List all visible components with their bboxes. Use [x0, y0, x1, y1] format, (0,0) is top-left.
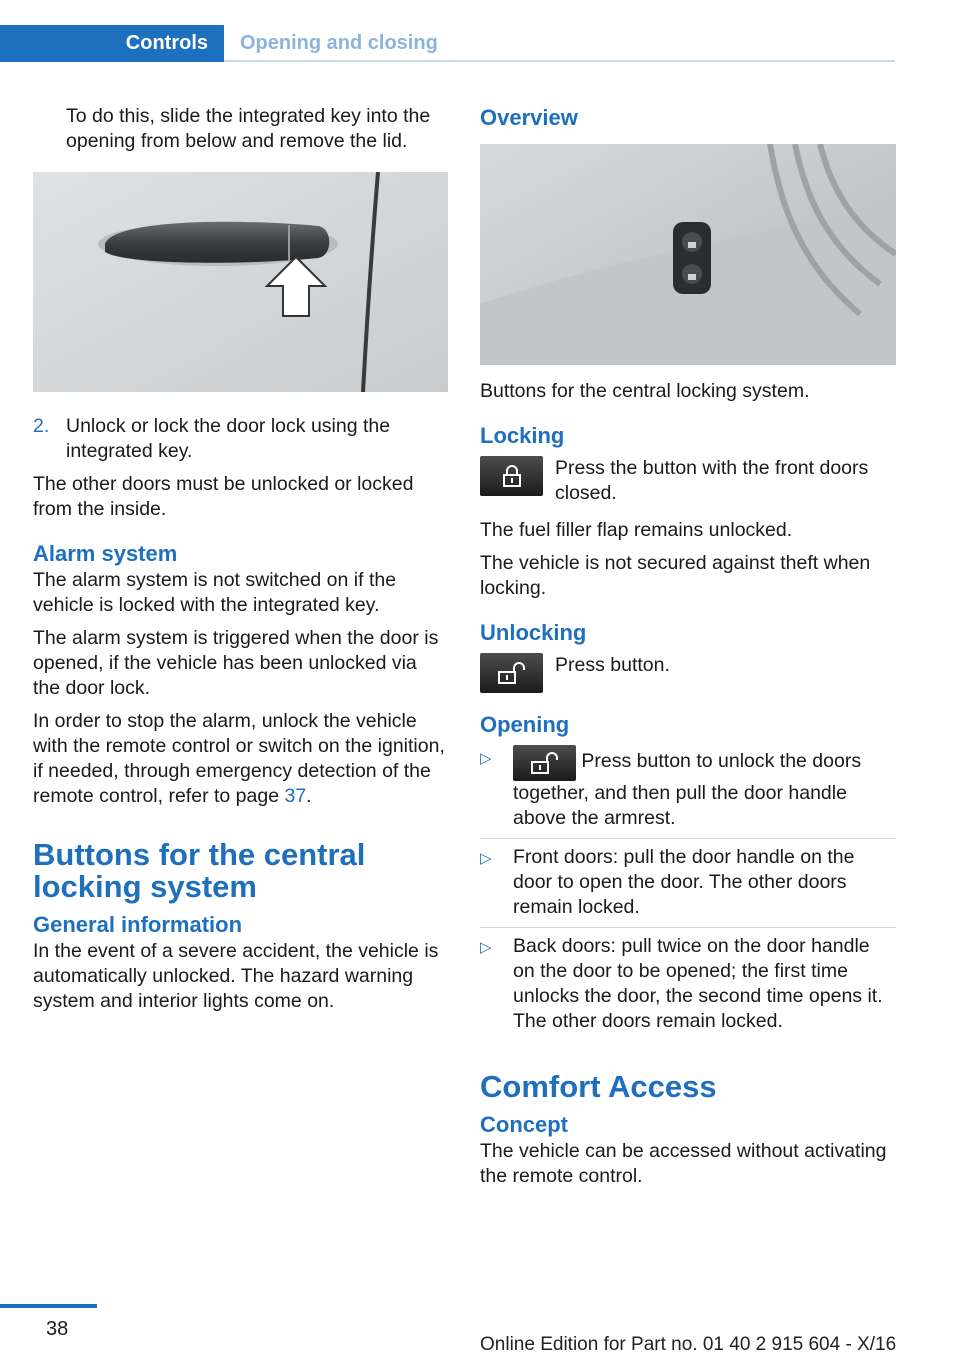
unlock-button-icon	[480, 653, 543, 693]
alarm-paragraph-2: The alarm system is triggered when the door is opened, if the vehicle has been unlocked via the door lock.	[33, 627, 439, 699]
left-column	[33, 104, 448, 1022]
unlocking-text: Press button.	[555, 654, 670, 676]
intro-text: To do this, slide the integrated key into the opening from below and remove the lid.	[66, 105, 431, 152]
triangle-bullet-icon: ▷	[480, 850, 492, 867]
unlocking-row	[480, 653, 896, 693]
alarm-paragraph-3: In order to stop the alarm, unlock the vehicle with the remote control or switch on the ignition, if needed, through emergency detection of the remote control, refer to page 37.	[33, 710, 445, 807]
locking-heading: Locking	[480, 423, 565, 448]
header-divider	[224, 60, 895, 62]
page-header	[0, 0, 895, 62]
comfort-access-heading: Comfort Access	[480, 1069, 717, 1104]
list-item: ▷ Press button to unlock the doors together, and then pull the door handle above the armrest.	[480, 739, 896, 838]
central-locking-photo	[480, 144, 896, 365]
lock-button-icon	[480, 456, 543, 496]
locking-row	[480, 456, 896, 506]
door-handle-photo	[33, 172, 448, 392]
step-2	[33, 414, 448, 464]
overview-caption: Buttons for the central locking system.	[480, 380, 810, 402]
page-number: 38	[46, 1318, 69, 1340]
list-item: ▷ Front doors: pull the door handle on the door to open the door. The other doors remain locked.	[480, 846, 855, 918]
step-number: 2.	[33, 415, 50, 437]
edition-text: Online Edition for Part no. 01 40 2 915 604 - X/16	[480, 1334, 897, 1355]
locking-text: Press the button with the front doors closed.	[555, 457, 869, 504]
buttons-heading: Buttons for the central locking system	[33, 837, 366, 904]
right-column	[480, 104, 896, 1197]
triangle-bullet-icon: ▷	[480, 750, 492, 767]
theft-text: The vehicle is not secured against theft when locking.	[480, 552, 871, 599]
footer-rule	[0, 1304, 97, 1308]
general-info-heading: General information	[33, 912, 243, 937]
section-tab[interactable]: Opening and closing	[240, 32, 438, 54]
overview-heading: Overview	[480, 105, 578, 130]
concept-heading: Concept	[480, 1112, 568, 1137]
concept-text: The vehicle can be accessed without activating the remote control.	[480, 1140, 887, 1187]
page-link[interactable]: 37	[284, 785, 307, 807]
opening-list	[480, 739, 896, 1041]
step-text: Unlock or lock the door lock using the integrated key.	[66, 415, 391, 462]
general-info-text: In the event of a severe accident, the vehicle is automatically unlocked. The hazard warning system and interior lights come on.	[33, 940, 439, 1012]
triangle-bullet-icon: ▷	[480, 939, 492, 956]
alarm-paragraph-1: The alarm system is not switched on if the vehicle is locked with the integrated key.	[33, 569, 397, 616]
unlocking-heading: Unlocking	[480, 620, 587, 645]
alarm-heading: Alarm system	[33, 541, 178, 566]
chapter-tab[interactable]: Controls	[0, 25, 224, 62]
opening-heading: Opening	[480, 712, 570, 737]
list-item: ▷ Back doors: pull twice on the door handle on the door to be opened; the first time unlocks the door, the second time opens it. The other doors remain locked.	[480, 935, 883, 1032]
other-doors-text: The other doors must be unlocked or locked from the inside.	[33, 473, 414, 520]
fuel-flap-text: The fuel filler flap remains unlocked.	[480, 519, 793, 541]
unlock-button-icon	[513, 745, 576, 781]
